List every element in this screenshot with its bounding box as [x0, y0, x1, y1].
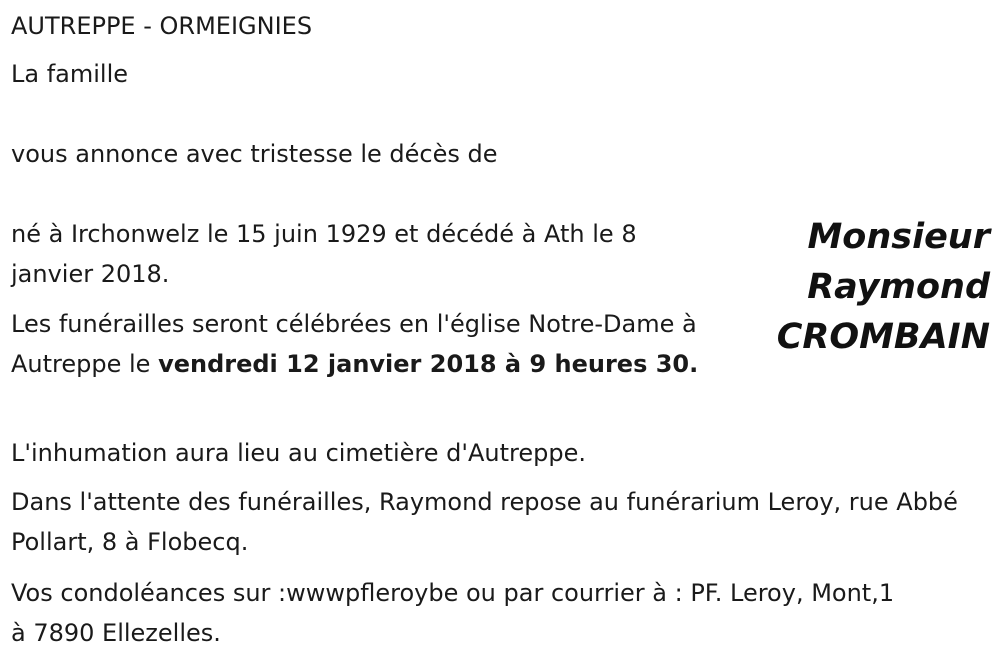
funeral-date-time: vendredi 12 janvier 2018 à 9 heures 30. [158, 350, 699, 378]
burial-paragraph: L'inhumation aura lieu au cimetière d'Autreppe. [11, 439, 586, 467]
funeral-text: Les funérailles seront célébrées en l'église Notre-Dame à Autreppe le [11, 310, 697, 378]
birth-death-paragraph: né à Irchonwelz le 15 juin 1929 et décédé à Ath le 8 janvier 2018. [11, 220, 637, 288]
condolences-paragraph: Vos condoléances sur :wwwpfleroybe ou par courrier à : PF. Leroy, Mont,1 à 7890 Ellezelles. [11, 579, 895, 647]
rest-paragraph: Dans l'attente des funérailles, Raymond repose au funérarium Leroy, rue Abbé Pollart, 8 à Flobecq. [11, 488, 958, 556]
location-header: AUTREPPE - ORMEIGNIES [11, 12, 313, 40]
family-line: La famille [11, 60, 129, 88]
deceased-first-name: Raymond [807, 267, 990, 307]
deceased-title: Monsieur [807, 217, 990, 257]
funeral-paragraph [11, 304, 741, 384]
announcement-line: vous annonce avec tristesse le décès de [11, 140, 498, 168]
deceased-last-name: CROMBAIN [776, 317, 990, 357]
deceased-name [777, 212, 990, 362]
